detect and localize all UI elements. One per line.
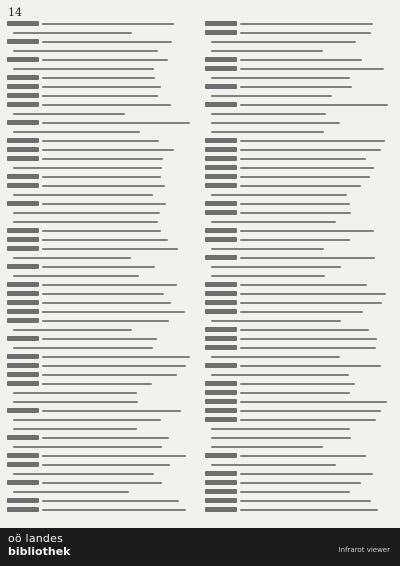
entry-text-placeholder — [13, 491, 129, 493]
entry-text-placeholder — [42, 410, 181, 412]
entry-text-placeholder — [240, 311, 363, 313]
entry-name-placeholder — [205, 156, 237, 161]
entry-name-placeholder — [205, 30, 237, 35]
directory-column-right — [205, 20, 389, 515]
directory-entry — [7, 65, 191, 73]
entry-text-placeholder — [240, 482, 361, 484]
entry-text-placeholder — [240, 347, 376, 349]
entry-text-placeholder — [240, 23, 373, 25]
entry-name-placeholder — [205, 345, 237, 350]
directory-entry — [7, 353, 191, 361]
directory-entry — [7, 479, 191, 487]
entry-text-placeholder — [13, 428, 137, 430]
directory-entry — [205, 281, 389, 289]
entry-text-placeholder — [13, 131, 140, 133]
entry-name-placeholder — [7, 354, 39, 359]
directory-entry — [7, 407, 191, 415]
directory-entry — [205, 344, 389, 352]
entry-text-placeholder — [240, 455, 366, 457]
directory-entry — [205, 425, 389, 433]
directory-entry — [7, 398, 191, 406]
entry-name-placeholder — [7, 93, 39, 98]
entry-name-placeholder — [7, 57, 39, 62]
entry-name-placeholder — [7, 453, 39, 458]
directory-entry — [205, 110, 389, 118]
entry-text-placeholder — [42, 455, 186, 457]
entry-name-placeholder — [205, 282, 237, 287]
entry-name-placeholder — [7, 39, 39, 44]
entry-text-placeholder — [13, 275, 139, 277]
entry-text-placeholder — [42, 500, 179, 502]
directory-entry — [205, 236, 389, 244]
entry-text-placeholder — [42, 239, 168, 241]
entry-name-placeholder — [205, 327, 237, 332]
directory-entry — [7, 74, 191, 82]
entry-text-placeholder — [13, 419, 161, 421]
directory-entry — [7, 173, 191, 181]
entry-text-placeholder — [42, 23, 174, 25]
entry-text-placeholder — [42, 230, 161, 232]
entry-text-placeholder — [13, 167, 162, 169]
entry-text-placeholder — [42, 293, 164, 295]
directory-entry — [205, 164, 389, 172]
directory-entry — [205, 191, 389, 199]
entry-text-placeholder — [42, 284, 177, 286]
entry-name-placeholder — [205, 480, 237, 485]
entry-name-placeholder — [7, 138, 39, 143]
directory-entry — [205, 317, 389, 325]
entry-text-placeholder — [240, 86, 352, 88]
entry-text-placeholder — [42, 509, 186, 511]
directory-entry — [205, 92, 389, 100]
entry-text-placeholder — [211, 77, 350, 79]
entry-name-placeholder — [205, 489, 237, 494]
entry-text-placeholder — [211, 50, 323, 52]
directory-entry — [205, 416, 389, 424]
entry-text-placeholder — [240, 284, 367, 286]
entry-text-placeholder — [240, 140, 385, 142]
entry-text-placeholder — [211, 320, 341, 322]
entry-text-placeholder — [240, 68, 384, 70]
entry-name-placeholder — [205, 57, 237, 62]
directory-entry — [7, 20, 191, 28]
entry-text-placeholder — [42, 59, 168, 61]
entry-text-placeholder — [13, 194, 153, 196]
directory-entry — [205, 452, 389, 460]
directory-entry — [7, 227, 191, 235]
directory-entry — [7, 335, 191, 343]
entry-text-placeholder — [42, 320, 169, 322]
entry-text-placeholder — [42, 176, 161, 178]
entry-text-placeholder — [211, 113, 326, 115]
entry-text-placeholder — [42, 149, 174, 151]
directory-entry — [7, 317, 191, 325]
directory-entry — [7, 389, 191, 397]
entry-name-placeholder — [7, 336, 39, 341]
directory-entry — [7, 137, 191, 145]
entry-text-placeholder — [240, 257, 375, 259]
entry-text-placeholder — [13, 473, 154, 475]
entry-text-placeholder — [211, 194, 347, 196]
entry-text-placeholder — [211, 437, 351, 439]
directory-entry — [205, 20, 389, 28]
entry-text-placeholder — [240, 302, 382, 304]
entry-text-placeholder — [240, 392, 350, 394]
entry-text-placeholder — [42, 437, 169, 439]
entry-text-placeholder — [240, 401, 387, 403]
entry-text-placeholder — [42, 248, 178, 250]
directory-entry — [205, 497, 389, 505]
entry-name-placeholder — [7, 183, 39, 188]
entry-name-placeholder — [205, 21, 237, 26]
directory-entry — [7, 308, 191, 316]
directory-entry — [7, 236, 191, 244]
directory-entry — [7, 326, 191, 334]
directory-entry — [205, 137, 389, 145]
directory-entry — [7, 146, 191, 154]
directory-entry — [205, 470, 389, 478]
directory-entry — [7, 191, 191, 199]
directory-entry — [205, 308, 389, 316]
entry-name-placeholder — [205, 417, 237, 422]
directory-entry — [205, 146, 389, 154]
directory-entry — [7, 110, 191, 118]
directory-entry — [205, 326, 389, 334]
directory-entry — [205, 209, 389, 217]
directory-entry — [7, 56, 191, 64]
directory-entry — [205, 506, 389, 514]
entry-name-placeholder — [205, 507, 237, 512]
directory-entry — [205, 227, 389, 235]
directory-entry — [205, 389, 389, 397]
entry-text-placeholder — [211, 275, 325, 277]
entry-text-placeholder — [240, 230, 374, 232]
entry-text-placeholder — [42, 203, 166, 205]
entry-text-placeholder — [13, 401, 138, 403]
entry-name-placeholder — [7, 480, 39, 485]
entry-text-placeholder — [211, 122, 340, 124]
entry-name-placeholder — [205, 300, 237, 305]
directory-entry — [7, 344, 191, 352]
entry-text-placeholder — [240, 185, 361, 187]
directory-entry — [7, 272, 191, 280]
directory-entry — [205, 461, 389, 469]
directory-entry — [7, 83, 191, 91]
entry-text-placeholder — [42, 122, 190, 124]
viewer-label: Infrarot viewer — [338, 546, 390, 554]
entry-text-placeholder — [211, 464, 336, 466]
directory-entry — [7, 47, 191, 55]
directory-entry — [7, 497, 191, 505]
entry-name-placeholder — [205, 309, 237, 314]
entry-name-placeholder — [7, 300, 39, 305]
entry-name-placeholder — [205, 453, 237, 458]
entry-text-placeholder — [211, 95, 332, 97]
entry-name-placeholder — [7, 156, 39, 161]
entry-name-placeholder — [205, 174, 237, 179]
entry-name-placeholder — [205, 147, 237, 152]
entry-name-placeholder — [7, 291, 39, 296]
entry-text-placeholder — [211, 446, 323, 448]
entry-text-placeholder — [240, 104, 388, 106]
entry-name-placeholder — [205, 228, 237, 233]
directory-entry — [7, 200, 191, 208]
directory-entry — [7, 425, 191, 433]
logo-line-2: bibliothek — [8, 545, 71, 558]
entry-text-placeholder — [240, 338, 377, 340]
directory-entry — [205, 362, 389, 370]
entry-text-placeholder — [42, 365, 186, 367]
entry-name-placeholder — [7, 102, 39, 107]
directory-entry — [205, 299, 389, 307]
entry-text-placeholder — [211, 356, 340, 358]
entry-name-placeholder — [205, 210, 237, 215]
directory-entry — [7, 128, 191, 136]
directory-entry — [205, 128, 389, 136]
entry-text-placeholder — [240, 32, 371, 34]
entry-name-placeholder — [7, 372, 39, 377]
entry-text-placeholder — [13, 221, 158, 223]
entry-name-placeholder — [205, 102, 237, 107]
directory-entry — [7, 263, 191, 271]
entry-name-placeholder — [205, 363, 237, 368]
entry-text-placeholder — [240, 158, 366, 160]
entry-text-placeholder — [240, 203, 350, 205]
entry-name-placeholder — [205, 336, 237, 341]
entry-text-placeholder — [240, 365, 381, 367]
entry-name-placeholder — [205, 138, 237, 143]
entry-text-placeholder — [42, 86, 161, 88]
entry-name-placeholder — [7, 408, 39, 413]
library-logo — [8, 532, 70, 558]
entry-text-placeholder — [240, 176, 370, 178]
entry-text-placeholder — [13, 446, 162, 448]
directory-entry — [205, 155, 389, 163]
directory-entry — [7, 434, 191, 442]
entry-name-placeholder — [205, 381, 237, 386]
entry-text-placeholder — [240, 383, 355, 385]
directory-entry — [7, 416, 191, 424]
entry-name-placeholder — [7, 174, 39, 179]
entry-text-placeholder — [42, 383, 152, 385]
entry-name-placeholder — [7, 75, 39, 80]
entry-text-placeholder — [13, 32, 132, 34]
entry-text-placeholder — [42, 41, 172, 43]
directory-entry — [7, 506, 191, 514]
directory-entry — [205, 443, 389, 451]
entry-name-placeholder — [205, 390, 237, 395]
directory-entry — [205, 272, 389, 280]
entry-name-placeholder — [205, 291, 237, 296]
directory-entry — [205, 218, 389, 226]
directory-entry — [205, 200, 389, 208]
directory-entry — [205, 479, 389, 487]
directory-entry — [205, 335, 389, 343]
directory-entry — [205, 263, 389, 271]
directory-entry — [7, 38, 191, 46]
directory-entry — [205, 407, 389, 415]
directory-column-left — [7, 20, 191, 515]
directory-entry — [7, 452, 191, 460]
entry-text-placeholder — [240, 419, 376, 421]
entry-text-placeholder — [42, 464, 170, 466]
entry-text-placeholder — [240, 329, 369, 331]
entry-text-placeholder — [42, 374, 177, 376]
entry-name-placeholder — [205, 237, 237, 242]
directory-entry — [7, 380, 191, 388]
directory-entry — [7, 29, 191, 37]
directory-entry — [205, 101, 389, 109]
directory-entry — [7, 101, 191, 109]
entry-text-placeholder — [42, 140, 159, 142]
entry-name-placeholder — [205, 255, 237, 260]
entry-text-placeholder — [240, 149, 381, 151]
entry-text-placeholder — [42, 77, 155, 79]
entry-text-placeholder — [13, 347, 153, 349]
footer-bar — [0, 528, 400, 566]
directory-entry — [7, 245, 191, 253]
entry-text-placeholder — [240, 59, 362, 61]
entry-name-placeholder — [7, 381, 39, 386]
entry-name-placeholder — [7, 246, 39, 251]
entry-text-placeholder — [42, 482, 162, 484]
entry-name-placeholder — [7, 309, 39, 314]
directory-entry — [205, 29, 389, 37]
entry-text-placeholder — [42, 266, 155, 268]
directory-entry — [7, 470, 191, 478]
directory-entry — [205, 254, 389, 262]
entry-text-placeholder — [211, 131, 324, 133]
entry-text-placeholder — [240, 167, 374, 169]
entry-text-placeholder — [211, 374, 349, 376]
entry-text-placeholder — [240, 491, 350, 493]
entry-text-placeholder — [42, 104, 171, 106]
directory-entry — [7, 299, 191, 307]
entry-text-placeholder — [42, 311, 185, 313]
directory-entry — [7, 443, 191, 451]
directory-entry — [205, 380, 389, 388]
entry-name-placeholder — [205, 399, 237, 404]
entry-text-placeholder — [240, 473, 373, 475]
entry-name-placeholder — [7, 120, 39, 125]
directory-entry — [205, 74, 389, 82]
directory-entry — [7, 371, 191, 379]
directory-entry — [7, 362, 191, 370]
entry-text-placeholder — [13, 212, 160, 214]
directory-entry — [205, 47, 389, 55]
directory-entry — [7, 281, 191, 289]
entry-text-placeholder — [240, 239, 350, 241]
entry-name-placeholder — [205, 408, 237, 413]
entry-text-placeholder — [42, 356, 190, 358]
directory-entry — [205, 371, 389, 379]
directory-entry — [7, 254, 191, 262]
directory-entry — [7, 488, 191, 496]
directory-entry — [205, 245, 389, 253]
entry-name-placeholder — [205, 165, 237, 170]
directory-entry — [205, 353, 389, 361]
directory-entry — [7, 92, 191, 100]
entry-text-placeholder — [240, 500, 371, 502]
entry-text-placeholder — [42, 158, 163, 160]
directory-entry — [7, 209, 191, 217]
directory-entry — [205, 488, 389, 496]
entry-name-placeholder — [205, 183, 237, 188]
directory-entry — [205, 434, 389, 442]
entry-text-placeholder — [42, 338, 157, 340]
entry-name-placeholder — [7, 237, 39, 242]
entry-name-placeholder — [7, 228, 39, 233]
entry-text-placeholder — [211, 266, 341, 268]
entry-name-placeholder — [205, 84, 237, 89]
directory-entry — [205, 65, 389, 73]
directory-entry — [7, 290, 191, 298]
directory-entry — [7, 461, 191, 469]
entry-text-placeholder — [240, 293, 386, 295]
directory-entry — [7, 182, 191, 190]
entry-text-placeholder — [42, 185, 165, 187]
directory-entry — [205, 83, 389, 91]
entry-text-placeholder — [13, 50, 158, 52]
entry-name-placeholder — [7, 498, 39, 503]
entry-text-placeholder — [42, 302, 171, 304]
entry-text-placeholder — [240, 410, 381, 412]
entry-text-placeholder — [13, 329, 132, 331]
entry-name-placeholder — [205, 471, 237, 476]
directory-entry — [7, 218, 191, 226]
entry-text-placeholder — [211, 41, 356, 43]
entry-text-placeholder — [13, 113, 125, 115]
directory-entry — [205, 398, 389, 406]
directory-entry — [205, 182, 389, 190]
entry-name-placeholder — [7, 201, 39, 206]
directory-entry — [205, 38, 389, 46]
entry-name-placeholder — [205, 201, 237, 206]
entry-name-placeholder — [7, 282, 39, 287]
directory-entry — [7, 119, 191, 127]
entry-name-placeholder — [205, 498, 237, 503]
directory-entry — [205, 119, 389, 127]
entry-name-placeholder — [205, 66, 237, 71]
entry-text-placeholder — [211, 248, 324, 250]
page-number: 14 — [8, 6, 22, 19]
entry-name-placeholder — [7, 84, 39, 89]
directory-entry — [7, 164, 191, 172]
entry-name-placeholder — [7, 147, 39, 152]
directory-entry — [205, 173, 389, 181]
entry-text-placeholder — [13, 257, 131, 259]
entry-text-placeholder — [211, 221, 336, 223]
entry-name-placeholder — [7, 507, 39, 512]
directory-entry — [7, 155, 191, 163]
entry-text-placeholder — [211, 428, 350, 430]
entry-text-placeholder — [13, 392, 137, 394]
entry-name-placeholder — [7, 21, 39, 26]
entry-text-placeholder — [240, 212, 351, 214]
entry-name-placeholder — [7, 363, 39, 368]
entry-text-placeholder — [42, 95, 158, 97]
entry-name-placeholder — [7, 318, 39, 323]
entry-name-placeholder — [7, 462, 39, 467]
logo-line-1: oö landes — [8, 532, 64, 545]
entry-name-placeholder — [7, 264, 39, 269]
entry-text-placeholder — [13, 68, 154, 70]
directory-entry — [205, 290, 389, 298]
entry-text-placeholder — [240, 509, 378, 511]
entry-name-placeholder — [7, 435, 39, 440]
directory-entry — [205, 56, 389, 64]
